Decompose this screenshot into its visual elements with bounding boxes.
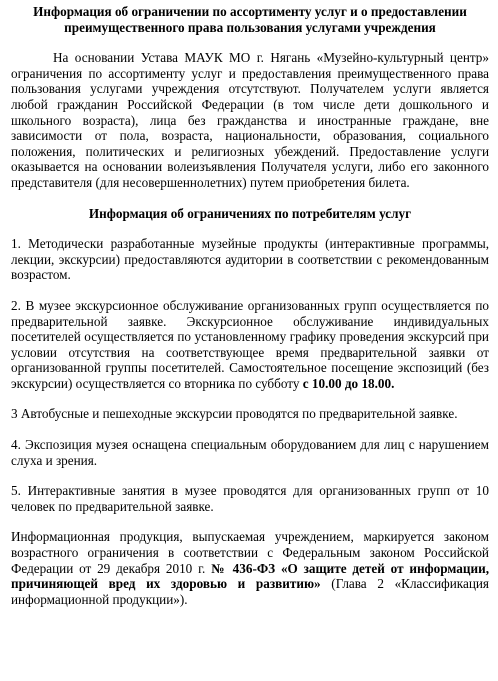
item-1: 1. Методически разработанные музейные продукты (интерактивные программы, лекции, экскурсии) предоставляются аудитории в соответствии с рекомендованным возрастом.: [11, 236, 489, 283]
closing-paragraph: [11, 529, 489, 607]
document-title: [11, 4, 489, 35]
title-line-1: Информация об ограничении по ассортименту услуг и о предоставлении: [33, 4, 467, 19]
title-line-2: преимущественного права пользования услугами учреждения: [64, 19, 436, 35]
item-5: 5. Интерактивные занятия в музее проводятся для организованных групп от 10 человек по предварительной заявке.: [11, 483, 489, 514]
closing-text-before: Информационная продукция, выпускаемая учреждением, маркируется законом возрастного ограничения в соответствии с Федеральным законом Российской Федерации от 29 декабря 2010 г.: [11, 529, 489, 576]
item-3: 3 Автобусные и пешеходные экскурсии проводятся по предварительной заявке.: [11, 406, 458, 422]
item-2-hours: с 10.00 до 18.00.: [302, 375, 395, 391]
item-2-text: 2. В музее экскурсионное обслуживание организованных групп осуществляется по предварительной заявке. Экскурсионное обслуживание индивидуальных посетителей осуществляется по установленному графику проведения экскурсий при условии отсутствия на соответствующее время предварительной заявки от организованной группы посетителей. Самостоятельное посещение экспозиций (без экскурсии) осуществляется со вторника по субботу: [11, 297, 489, 391]
item-2: [11, 298, 489, 392]
item-4: 4. Экспозиция музея оснащена специальным оборудованием для лиц с нарушением слуха и зрения.: [11, 437, 489, 468]
section-heading: Информация об ограничениях по потребителям услуг: [88, 205, 412, 221]
law-reference: № 436-ФЗ «О защите детей от информации, причиняющей вред их здоровью и развитию»: [11, 560, 489, 592]
intro-paragraph: На основании Устава МАУК МО г. Нягань «Музейно-культурный центр» ограничения по ассортименту услуг и предоставления преимущественного права пользования услугами учреждения отсутствуют. Получателем услуги является любой гражданин Российской Федерации (в том числе дети дошкольного и школьного возраста), лица без гражданства и иностранные граждане, вне зависимости от пола, возраста, национальности, образования, социального положения, политических и религиозных убеждений. Предоставление услуги оказывается на основании волеизъявления Получателя услуги, либо его законного представителя (для несовершеннолетних) путем приобретения билета.: [11, 50, 489, 190]
closing-text-after: (Глава 2 «Классификация информационной продукции»).: [11, 576, 489, 607]
